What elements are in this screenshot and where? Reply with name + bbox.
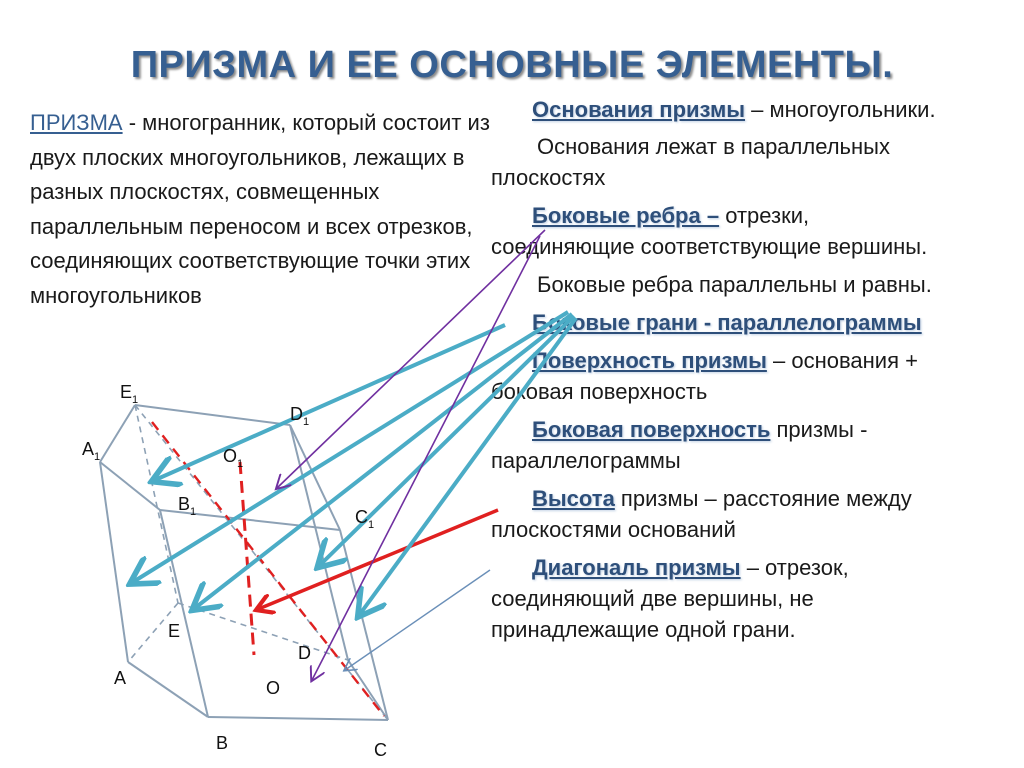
edge-c-d bbox=[348, 660, 388, 720]
line-bases-planes: Основания лежат в параллельных bbox=[537, 134, 890, 159]
label-b: B bbox=[216, 733, 229, 753]
line-diagonal-2: соединяющий две вершины, не bbox=[491, 586, 814, 611]
arrow-icon bbox=[360, 318, 576, 614]
label-e: E bbox=[168, 621, 181, 641]
arrow-icon bbox=[195, 314, 572, 608]
edge-arrows bbox=[277, 230, 545, 680]
edge-a1-b1 bbox=[100, 462, 160, 510]
line-lateral-surface: Боковая поверхность призмы - bbox=[532, 417, 868, 442]
line-lateral-edges: Боковые ребра – отрезки, bbox=[532, 203, 810, 228]
label-a: A bbox=[114, 668, 127, 688]
term-bases: Основания призмы bbox=[532, 97, 746, 122]
definition-term: ПРИЗМА bbox=[30, 110, 123, 135]
line-lateral-edges-2: соединяющие соответствующие вершины. bbox=[491, 234, 928, 259]
label-c1: $C_1$ bbox=[355, 507, 375, 531]
term-lateral-edges: Боковые ребра – bbox=[532, 203, 720, 228]
line-bases-planes-2: плоскостях bbox=[491, 165, 606, 190]
edge-e1-e bbox=[135, 405, 178, 603]
label-o: O bbox=[266, 678, 281, 698]
line-surface-2: боковая поверхность bbox=[491, 379, 708, 404]
height-line bbox=[240, 462, 254, 655]
line-lateral-surface-2: параллелограммы bbox=[491, 448, 681, 473]
line-height-2: плоскостями оснований bbox=[491, 517, 736, 542]
edge-e1-a1 bbox=[100, 405, 135, 462]
label-c: C bbox=[374, 740, 387, 760]
edge-d1-e1 bbox=[135, 405, 290, 425]
edge-a1-a bbox=[100, 462, 128, 662]
definition-body: - многогранник, который состоит из двух плоских многоугольников, лежащих в разных плоскостях, совмещенных параллельным переносом и всех отрезков, соединяющих соответствующие точки этих многоугольников bbox=[30, 110, 490, 308]
arrow-icon bbox=[277, 230, 545, 488]
label-b1: $B_1$ bbox=[178, 494, 197, 518]
edge-d1-d bbox=[290, 425, 348, 660]
line-lateral-edges-equal: Боковые ребра параллельны и равны. bbox=[537, 272, 932, 297]
arrow-icon bbox=[155, 325, 505, 480]
label-d1: $D_1$ bbox=[290, 404, 310, 428]
label-a1: $A_1$ bbox=[82, 439, 101, 463]
arrow-icon bbox=[345, 570, 490, 670]
edge-a-b bbox=[128, 662, 208, 717]
label-e1: $E_1$ bbox=[120, 382, 139, 406]
term-lateral-surface: Боковая поверхность bbox=[532, 417, 771, 442]
label-d: D bbox=[298, 643, 311, 663]
line-surface: Поверхность призмы – основания + bbox=[532, 348, 918, 373]
page-title: ПРИЗМА И ЕЕ ОСНОВНЫЕ ЭЛЕМЕНТЫ. bbox=[130, 44, 894, 86]
term-diagonal: Диагональ призмы bbox=[532, 555, 741, 580]
edge-e-d bbox=[178, 603, 348, 660]
line-diagonal: Диагональ призмы – отрезок, bbox=[532, 555, 849, 580]
line-diagonal-3: принадлежащие одной грани. bbox=[491, 617, 796, 642]
arrow-icon bbox=[133, 312, 568, 582]
term-height: Высота bbox=[532, 486, 615, 511]
edge-b-c bbox=[208, 717, 388, 720]
term-surface: Поверхность призмы bbox=[532, 348, 767, 373]
term-lateral-faces: Боковые грани - параллелограммы bbox=[532, 310, 922, 335]
line-bases: Основания призмы – многоугольники. bbox=[532, 97, 936, 122]
label-o1: $O_1$ bbox=[223, 446, 244, 470]
line-height: Высота призмы – расстояние между bbox=[532, 486, 912, 511]
